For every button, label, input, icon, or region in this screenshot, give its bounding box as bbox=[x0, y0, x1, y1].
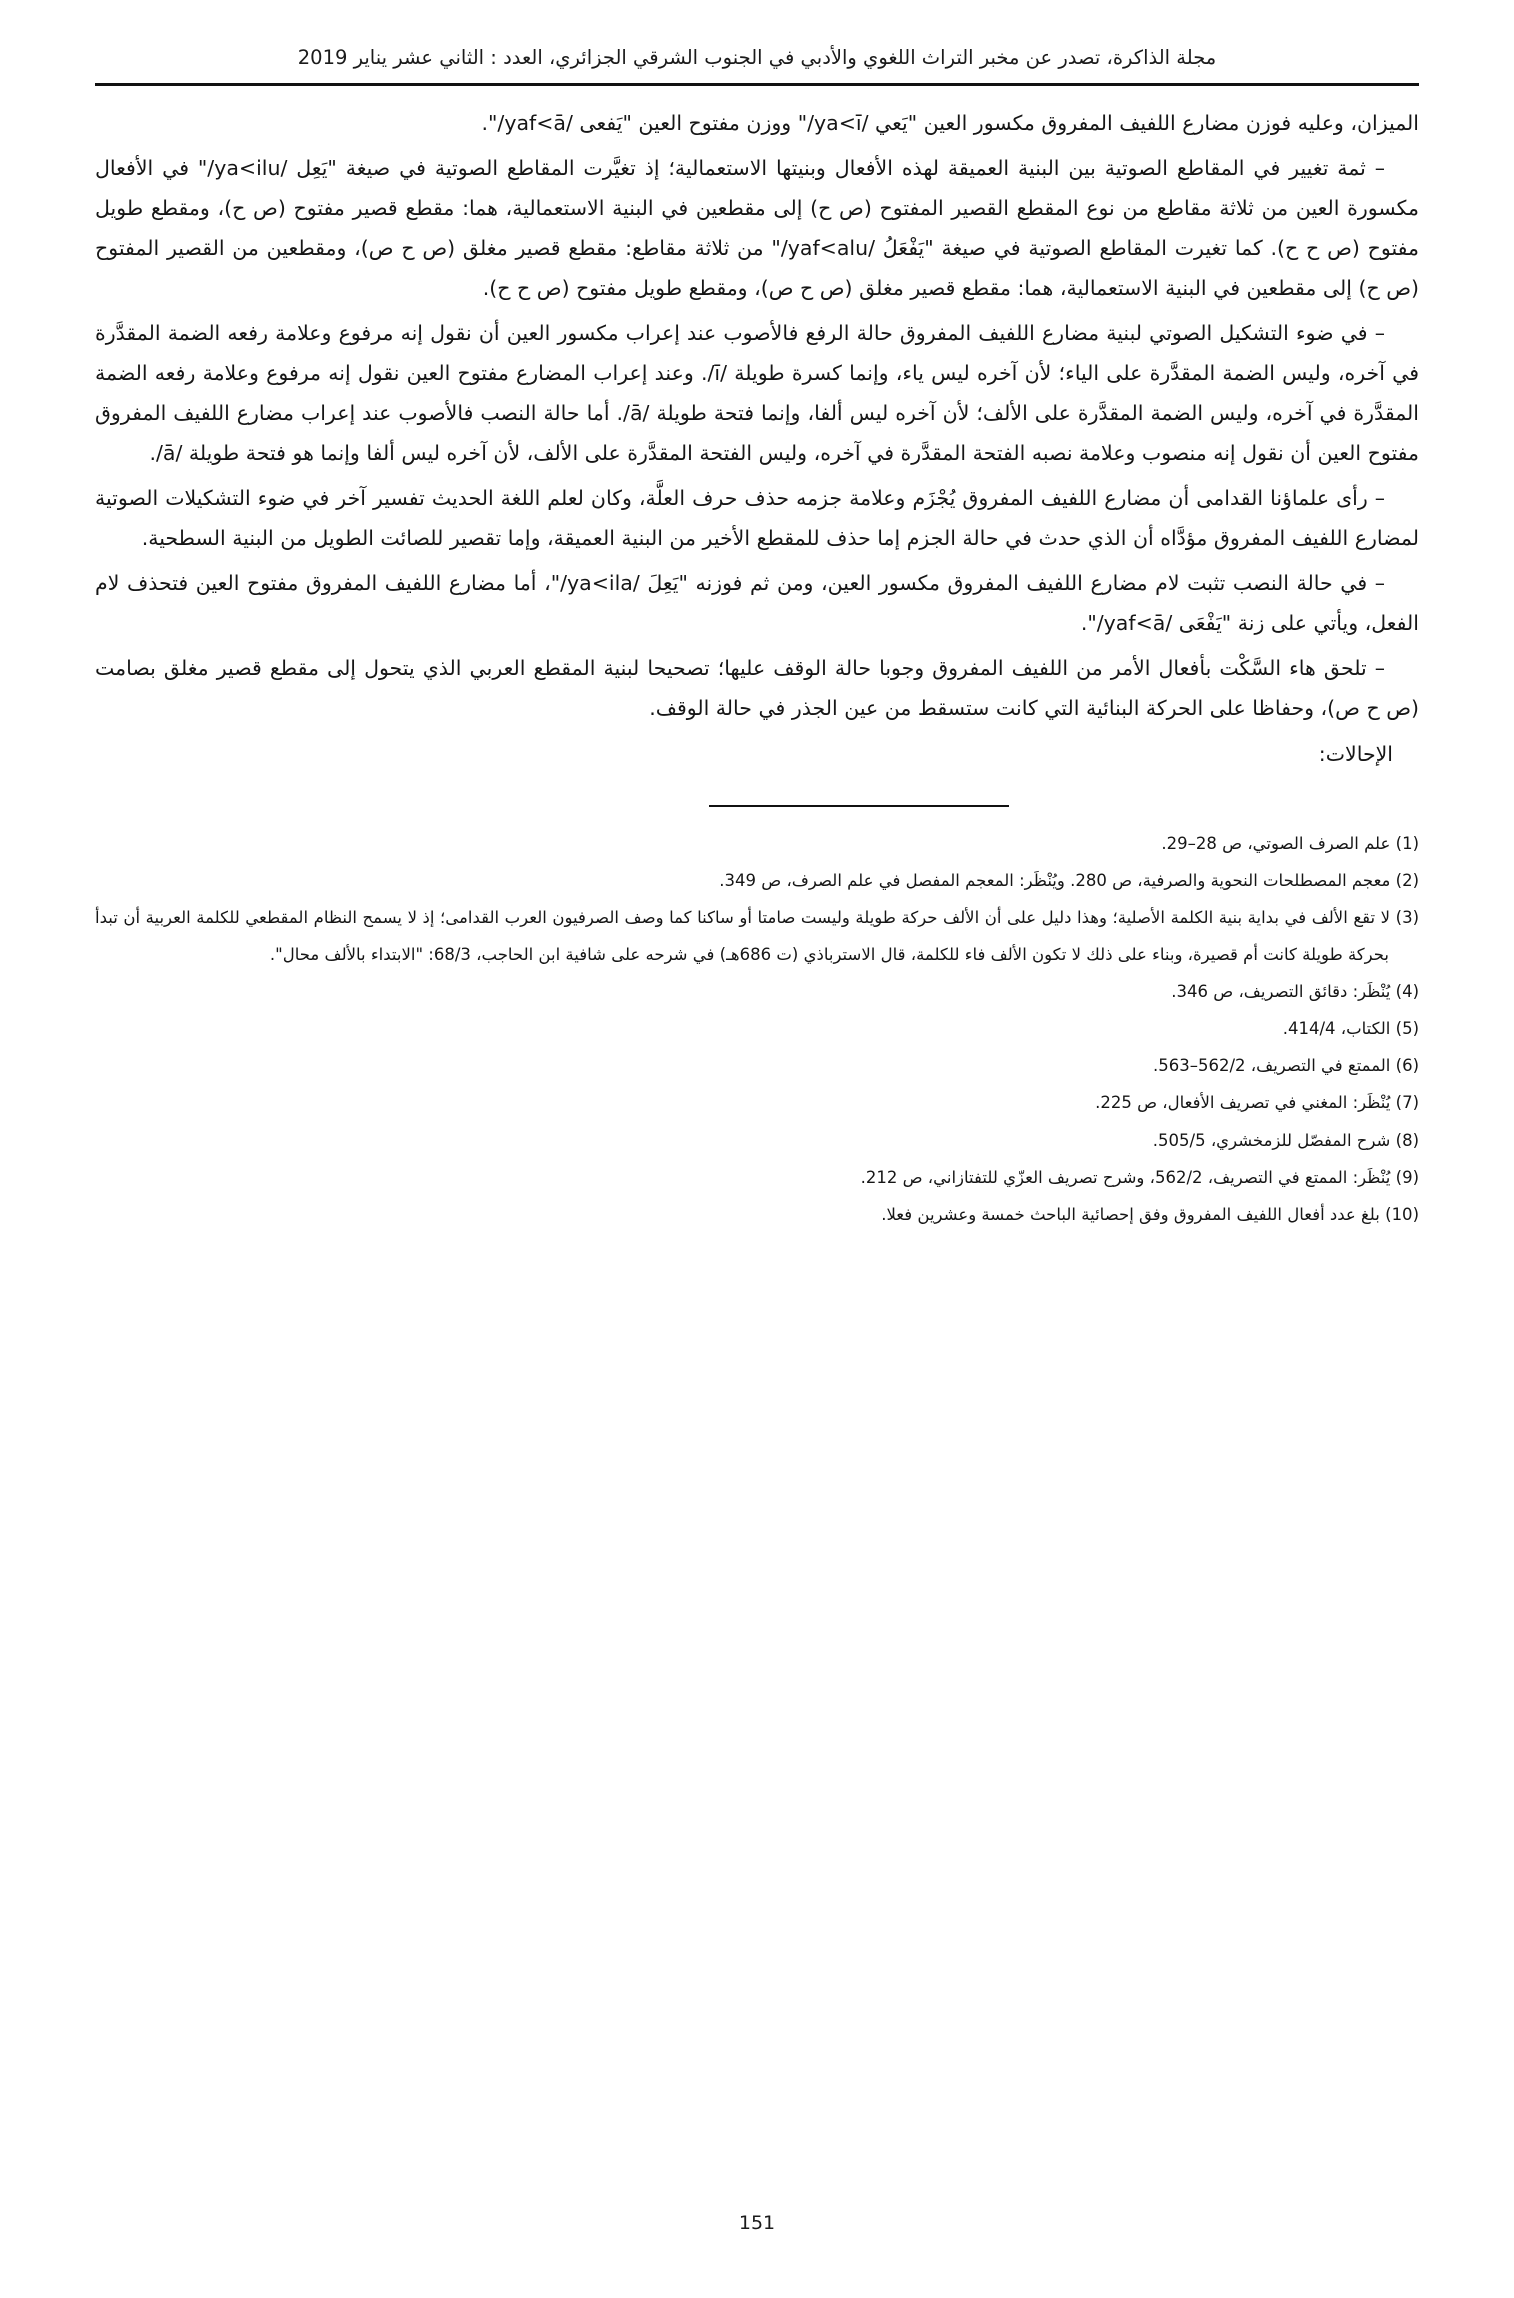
footnote bbox=[95, 899, 1419, 973]
footnote-text: يُنْظَر: دقائق التصريف، ص 346. bbox=[1171, 982, 1391, 1001]
footnote bbox=[95, 1047, 1419, 1084]
paragraph: – في حالة النصب تثبت لام مضارع اللفيف المفروق مكسور العين، ومن ثم فوزنه "يَعِلَ /ya<ila/"، أما مضارع اللفيف المفروق مفتوح العين فتحذف لام الفعل، ويأتي على زنة "يَفْعَى /yaf<ā/". bbox=[95, 570, 1419, 635]
footnote-text: بلغ عدد أفعال اللفيف المفروق وفق إحصائية الباحث خمسة وعشرين فعلا. bbox=[881, 1204, 1380, 1224]
paragraph: – رأى علماؤنا القدامى أن مضارع اللفيف المفروق يُجْزَم وعلامة جزمه حذف حرف العلَّة، وكان لعلم اللغة الحديث تفسير آخر في ضوء التشكيلات الصوتية لمضارع اللفيف المفروق مؤدَّاه أن الذي حدث في حالة الجزم إما حذف للمقطع الأخير من البنية العميقة، وإما تقصير للصائت الطويل من البنية السطحية. bbox=[95, 485, 1419, 550]
journal-header-line: مجلة الذاكرة، تصدر عن مخبر التراث اللغوي والأدبي في الجنوب الشرقي الجزائري، العدد : الثاني عشر يناير 2019 bbox=[297, 46, 1217, 69]
footnote-number: (4) bbox=[1395, 982, 1419, 1001]
footnote bbox=[95, 1159, 1419, 1196]
footnote-text: الكتاب، 414/4. bbox=[1282, 1019, 1391, 1039]
header-rule bbox=[95, 83, 1419, 86]
article-body bbox=[95, 104, 1419, 775]
footnote-text: يُنْظَر: الممتع في التصريف، 562/2، وشرح تصريف العزّي للتفتازاني، ص 212. bbox=[860, 1167, 1391, 1187]
page-number: 151 bbox=[738, 2212, 776, 2234]
footnote bbox=[95, 1122, 1419, 1159]
footnote bbox=[95, 1084, 1419, 1121]
footnotes-section bbox=[95, 805, 1419, 1233]
footnote-text: الممتع في التصريف، 562/2–563. bbox=[1152, 1056, 1391, 1076]
footnote-number: (1) bbox=[1395, 833, 1419, 853]
footnote-number: (9) bbox=[1395, 1167, 1419, 1187]
page-header bbox=[0, 0, 1514, 86]
footnote-text: لا تقع الألف في بداية بنية الكلمة الأصلية؛ وهذا دليل على أن الألف حركة طويلة وليست صامتا أو ساكنا كما وصف الصرفيون العرب القدامى؛ إذ لا يسمح النظام المقطعي للكلمة العربية أن تبدأ بحركة طويلة كانت أم قصيرة، وبناء على ذلك لا تكون الألف فاء للكلمة، قال الاسترباذي (ت 686هـ) في شرحه على شافية ابن الحاجب، 68/3: "الابتداء بالألف محال". bbox=[95, 907, 1391, 964]
footnote bbox=[95, 1196, 1419, 1233]
footnote-number: (6) bbox=[1395, 1056, 1419, 1076]
footnote-text: يُنْظَر: المغني في تصريف الأفعال، ص 225. bbox=[1095, 1093, 1391, 1113]
footnote-number: (8) bbox=[1395, 1130, 1419, 1150]
footnote bbox=[95, 825, 1419, 862]
footnote-text: معجم المصطلحات النحوية والصرفية، ص 280. ويُنْظَر: المعجم المفصل في علم الصرف، ص 349. bbox=[719, 870, 1391, 890]
references-heading: الإحالات: bbox=[1318, 741, 1393, 766]
footnote bbox=[95, 862, 1419, 899]
paragraph: – تلحق هاء السَّكْت بأفعال الأمر من اللفيف المفروق وجوبا حالة الوقف عليها؛ تصحيحا لبنية المقطع العربي الذي يتحول إلى مقطع قصير مغلق بصامت (ص ح ص)، وحفاظا على الحركة البنائية التي كانت ستسقط من عين الجذر في حالة الوقف. bbox=[95, 655, 1419, 720]
footnote bbox=[95, 1010, 1419, 1047]
footnote-number: (7) bbox=[1395, 1093, 1419, 1113]
paragraph-continuation: الميزان، وعليه فوزن مضارع اللفيف المفروق مكسور العين "يَعي /ya<ī/" ووزن مفتوح العين "يَفعى /yaf<ā/". bbox=[481, 111, 1419, 135]
footnote bbox=[95, 973, 1419, 1010]
paragraph: – ثمة تغيير في المقاطع الصوتية بين البنية العميقة لهذه الأفعال وبنيتها الاستعمالية؛ إذ تغيَّرت المقاطع الصوتية في صيغة "يَعِل /ya<ilu/" في الأفعال مكسورة العين من ثلاثة مقاطع من نوع المقطع القصير المفتوح (ص ح) إلى مقطعين في البنية الاستعمالية، هما: مقطع قصير مفتوح (ص ح)، ومقطع طويل مفتوح (ص ح ح). كما تغيرت المقاطع الصوتية في صيغة "يَفْعَلُ /yaf<alu/" من ثلاثة مقاطع: مقطع قصير مغلق (ص ح ص)، ومقطعين من القصير المفتوح (ص ح) إلى مقطعين في البنية الاستعمالية، هما: مقطع قصير مغلق (ص ح ص)، ومقطع طويل مفتوح (ص ح ح). bbox=[95, 155, 1419, 300]
footnote-number: (10) bbox=[1385, 1204, 1419, 1224]
footnote-number: (3) bbox=[1395, 907, 1419, 927]
footnote-separator-rule bbox=[709, 805, 1009, 807]
footnote-number: (2) bbox=[1395, 870, 1419, 890]
footnote-text: علم الصرف الصوتي، ص 28–29. bbox=[1161, 833, 1391, 853]
paragraph: – في ضوء التشكيل الصوتي لبنية مضارع اللفيف المفروق حالة الرفع فالأصوب عند إعراب مكسور العين أن نقول إنه مرفوع وعلامة رفعه الضمة المقدَّرة في آخره، وليس الضمة المقدَّرة على الياء؛ لأن آخره ليس ياء، وإنما كسرة طويلة /ī/. وعند إعراب المضارع مفتوح العين نقول إنه مرفوع وعلامة رفعه الضمة المقدَّرة في آخره، وليس الضمة المقدَّرة على الألف؛ لأن آخره ليس ألفا، وإنما فتحة طويلة /ā/. أما حالة النصب فالأصوب عند إعراب مضارع اللفيف المفروق مفتوح العين أن نقول إنه منصوب وعلامة نصبه الفتحة المقدَّرة في آخره، وليس الفتحة المقدَّرة على الألف، لأن آخره ليس ألفا وإنما هو فتحة طويلة /ā/. bbox=[95, 320, 1419, 465]
footnote-text: شرح المفصّل للزمخشري، 505/5. bbox=[1152, 1130, 1391, 1150]
footnote-number: (5) bbox=[1395, 1019, 1419, 1039]
